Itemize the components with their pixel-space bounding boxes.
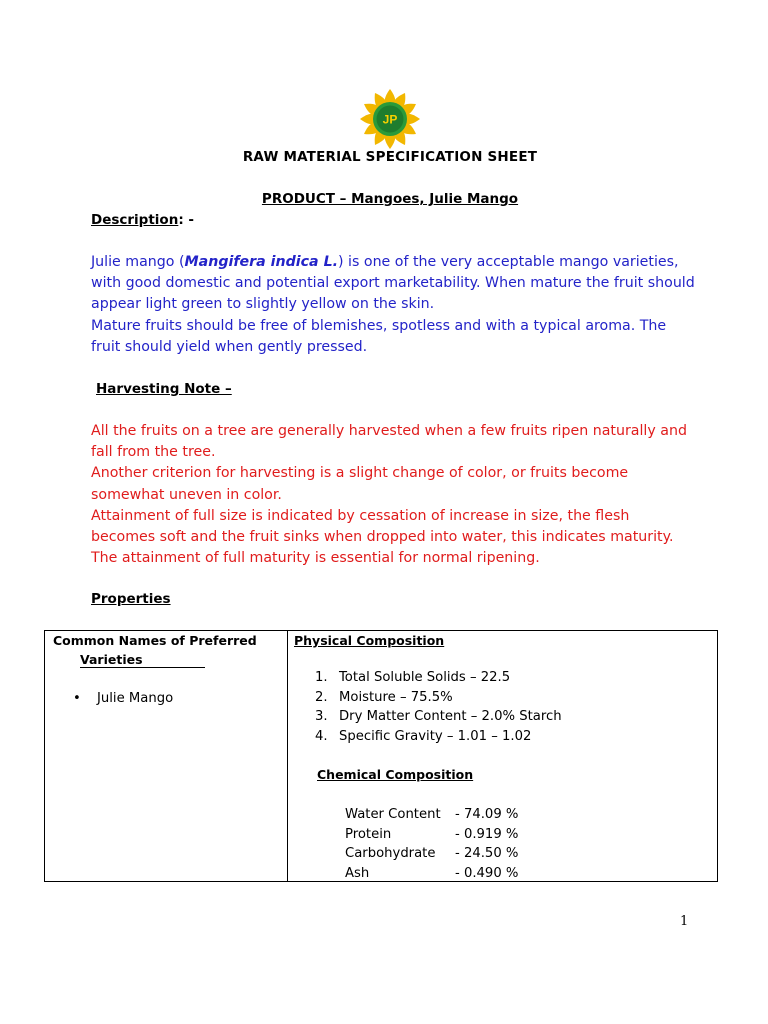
component-name: Protein — [345, 826, 392, 842]
bullet-icon: • — [73, 691, 81, 706]
list-number: 3. — [315, 709, 328, 725]
list-text: Dry Matter Content – 2.0% Starch — [339, 709, 562, 725]
physical-list — [315, 668, 562, 746]
table-divider — [287, 631, 288, 881]
description-paragraph-1 — [91, 252, 697, 316]
list-item — [345, 864, 518, 884]
list-number: 1. — [315, 670, 328, 685]
harvesting-paragraph-3: Attainment of full size is indicated by cessation of increase in size, the flesh becomes soft and the fruit sinks when dropped into water, this indicates maturity. — [91, 507, 674, 546]
component-name: Ash — [345, 865, 370, 881]
harvesting-paragraph-4: The attainment of full maturity is essential for normal ripening. — [91, 550, 540, 567]
list-text: Total Soluble Solids – 22.5 — [339, 670, 511, 685]
list-text: Specific Gravity – 1.01 – 1.02 — [339, 728, 532, 744]
scientific-name: Mangifera indica L. — [184, 254, 338, 270]
desc-p1-before: Julie mango ( — [91, 254, 185, 270]
component-value: - 74.09 % — [455, 807, 519, 822]
description-text — [91, 252, 697, 358]
description-heading-suffix: : - — [178, 212, 195, 228]
physical-heading: Physical Composition — [294, 633, 445, 648]
sheet-title: RAW MATERIAL SPECIFICATION SHEET — [242, 149, 538, 165]
varieties-heading-line-1: Common Names of Preferred — [53, 633, 257, 648]
product-title: PRODUCT – Mangoes, Julie Mango — [261, 191, 519, 207]
list-item — [315, 668, 562, 688]
component-value: - 24.50 % — [455, 846, 519, 862]
properties-heading: Properties — [91, 591, 171, 607]
list-item — [345, 844, 518, 864]
description-heading-row — [91, 212, 194, 228]
harvesting-paragraph-1: All the fruits on a tree are generally harvested when a few fruits ripen naturally and fall from the tree. — [91, 423, 687, 461]
component-value: - 0.919 % — [455, 826, 519, 842]
component-name: Water Content — [345, 807, 441, 822]
list-text: Moisture – 75.5% — [339, 689, 453, 705]
description-paragraph-2: Mature fruits should be free of blemishes, spotless and with a typical aroma. The fruit should yield when gently pressed. — [91, 317, 667, 355]
list-item — [315, 707, 562, 727]
company-logo — [359, 88, 421, 150]
page-number: 1 — [680, 914, 689, 929]
list-item — [345, 825, 518, 845]
chemical-list — [345, 805, 518, 883]
variety-list — [73, 689, 173, 709]
component-name: Carbohydrate — [345, 846, 436, 862]
list-item — [315, 688, 562, 708]
description-heading: Description — [91, 212, 179, 228]
list-item — [73, 689, 173, 709]
varieties-heading-text: Varieties — [80, 652, 143, 667]
logo-text: JP — [382, 112, 398, 127]
list-item — [345, 805, 518, 825]
desc-p1-after: ) is one of the very acceptable mango varieties, with good domestic and potential export marketability. When mature the fruit should appear light green to slightly yellow on the skin. — [91, 254, 695, 313]
chemical-heading: Chemical Composition — [317, 767, 474, 782]
harvesting-text — [91, 421, 697, 569]
properties-table — [44, 630, 718, 882]
harvesting-heading: Harvesting Note – — [96, 381, 232, 397]
variety-name: Julie Mango — [97, 691, 174, 706]
list-number: 2. — [315, 689, 328, 705]
list-item — [315, 727, 562, 747]
varieties-heading-line-2 — [80, 652, 205, 668]
list-number: 4. — [315, 728, 328, 744]
harvesting-paragraph-2: Another criterion for harvesting is a slight change of color, or fruits become somewhat uneven in color. — [91, 465, 629, 503]
component-value: - 0.490 % — [455, 865, 519, 881]
